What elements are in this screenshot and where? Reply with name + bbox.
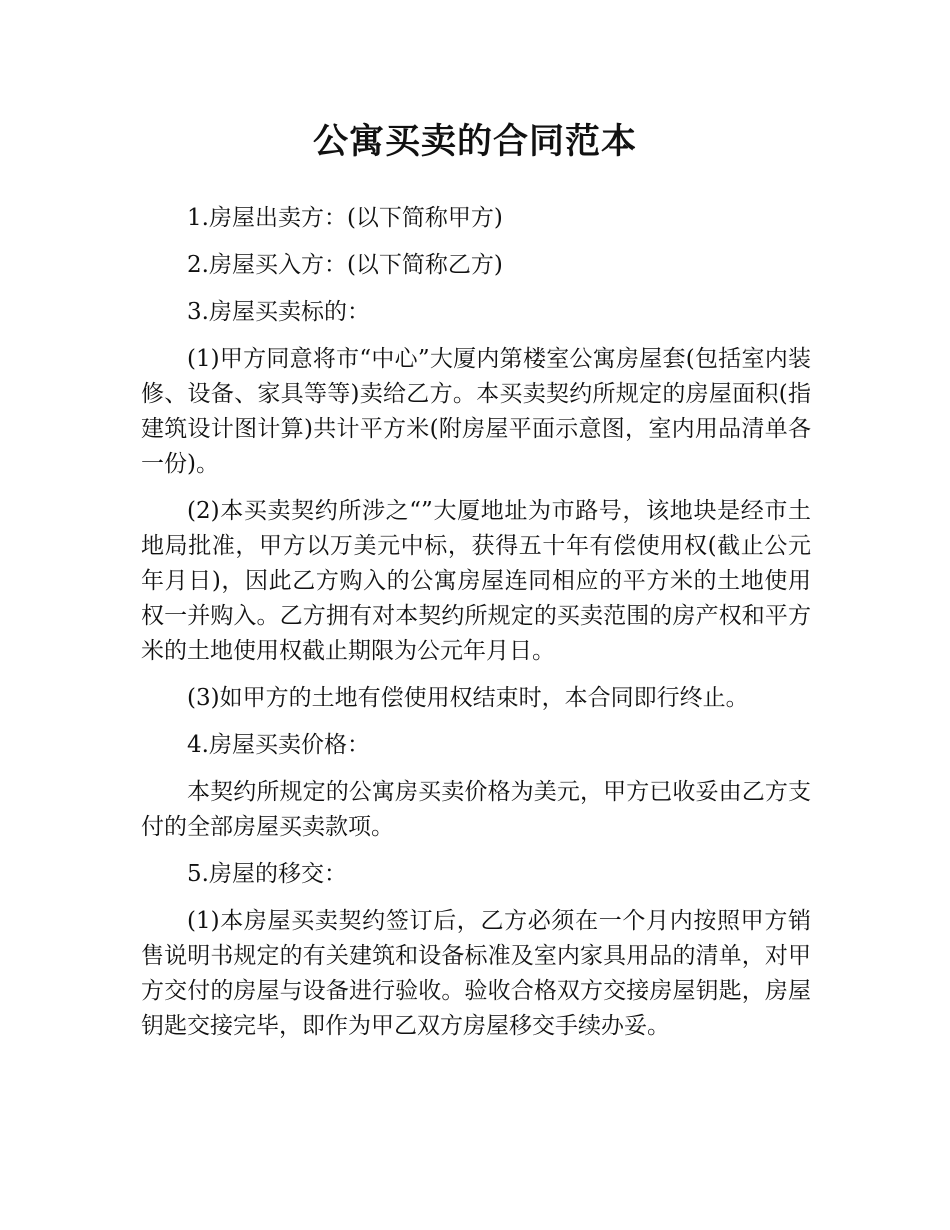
paragraph-subject-heading: 3.房屋买卖标的：: [187, 299, 370, 325]
paragraph-buyer: 2.房屋买入方：(以下简称乙方): [187, 252, 503, 278]
paragraph-price: 本契约所规定的公寓房买卖价格为美元，甲方已收妥由乙方支付的全部房屋买卖款项。: [141, 779, 811, 840]
paragraph-handover-heading: 5.房屋的移交：: [187, 861, 347, 887]
paragraph-seller: 1.房屋出卖方：(以下简称甲方): [187, 205, 503, 231]
paragraph-price-heading: 4.房屋买卖价格：: [187, 732, 370, 758]
paragraph-handover-1: (1)本房屋买卖契约签订后，乙方必须在一个月内按照甲方销售说明书规定的有关建筑和设备标准及室内家具用品的清单，对甲方交付的房屋与设备进行验收。验收合格双方交接房屋钥匙，房屋钥匙交接完毕，即作为甲乙双方房屋移交手续办妥。: [141, 908, 811, 1039]
document-title: 公寓买卖的合同范本: [312, 122, 637, 162]
paragraph-subject-2: (2)本买卖契约所涉之“”大厦地址为市路号，该地块是经市土地局批准，甲方以万美元中标，获得五十年有偿使用权(截止公元年月日)，因此乙方购入的公寓房屋连同相应的平方米的土地使用权一并购入。乙方拥有对本契约所规定的买卖范围的房产权和平方米的土地使用权截止期限为公元年月日。: [141, 498, 811, 664]
paragraph-subject-1: (1)甲方同意将市“中心”大厦内第楼室公寓房屋套(包括室内装修、设备、家具等等)卖给乙方。本买卖契约所规定的房屋面积(指建筑设计图计算)共计平方米(附房屋平面示意图，室内用品清单各一份)。: [141, 346, 811, 477]
document-body: [141, 201, 811, 1056]
paragraph-subject-3: (3)如甲方的土地有偿使用权结束时，本合同即行终止。: [187, 685, 749, 711]
